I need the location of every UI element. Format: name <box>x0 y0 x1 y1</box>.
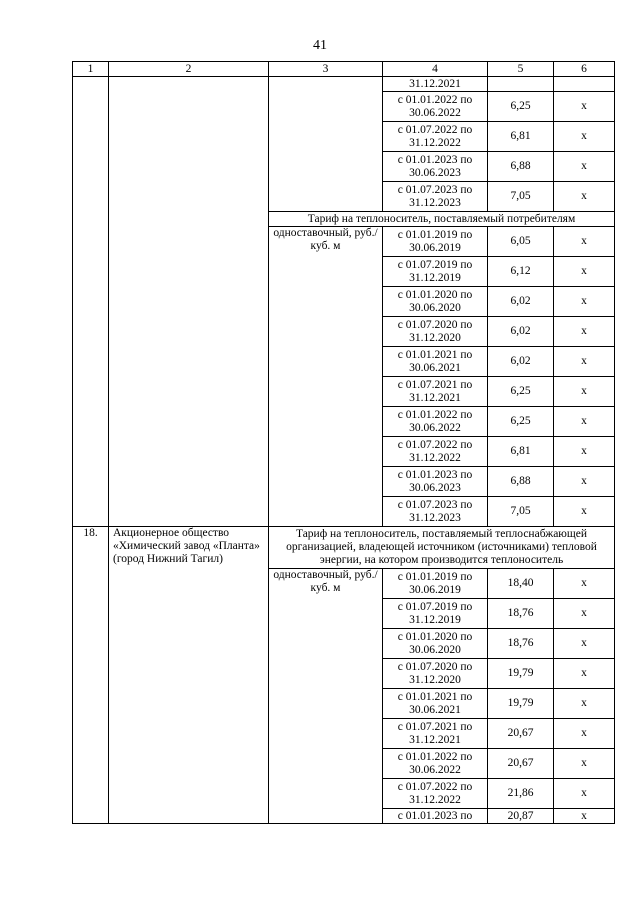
value-cell: 20,67 <box>488 749 554 779</box>
value-cell: 18,40 <box>488 569 554 599</box>
column-header: 3 <box>269 62 383 77</box>
period-cell: с 01.07.2019 по 31.12.2019 <box>383 599 488 629</box>
period-cell: с 01.07.2021 по 31.12.2021 <box>383 719 488 749</box>
value-cell: 6,25 <box>488 377 554 407</box>
period-cell: с 01.07.2022 по 31.12.2022 <box>383 779 488 809</box>
value-cell: 19,79 <box>488 689 554 719</box>
extra-cell: х <box>554 659 615 689</box>
extra-cell: х <box>554 599 615 629</box>
value-cell: 6,02 <box>488 287 554 317</box>
page-number: 41 <box>313 38 327 53</box>
period-cell: с 01.01.2020 по 30.06.2020 <box>383 287 488 317</box>
period-cell: с 01.01.2021 по 30.06.2021 <box>383 347 488 377</box>
period-cell: с 01.01.2019 по 30.06.2019 <box>383 569 488 599</box>
rate-type-cell: одноставочный, руб./куб. м <box>269 569 383 824</box>
extra-cell: х <box>554 122 615 152</box>
rate-type-cell: одноставочный, руб./куб. м <box>269 227 383 527</box>
extra-cell: х <box>554 497 615 527</box>
value-cell: 20,67 <box>488 719 554 749</box>
period-cell: с 01.01.2023 по 30.06.2023 <box>383 152 488 182</box>
extra-cell: х <box>554 347 615 377</box>
period-cell: с 01.07.2022 по 31.12.2022 <box>383 122 488 152</box>
value-cell: 19,79 <box>488 659 554 689</box>
column-header: 2 <box>109 62 269 77</box>
period-cell: с 01.07.2021 по 31.12.2021 <box>383 377 488 407</box>
value-cell: 18,76 <box>488 599 554 629</box>
tariff-heading: Тариф на теплоноситель, поставляемый теплоснабжающей организацией, владеющей источником (источниками) тепловой энергии, на котором производится теплоноситель <box>269 527 615 569</box>
extra-cell: х <box>554 407 615 437</box>
rate-type-cell <box>269 77 383 212</box>
column-header: 1 <box>73 62 109 77</box>
extra-cell: х <box>554 749 615 779</box>
organization-cell <box>109 77 269 527</box>
extra-cell: х <box>554 92 615 122</box>
period-cell: с 01.01.2022 по 30.06.2022 <box>383 749 488 779</box>
row-number-cell <box>73 77 109 527</box>
period-cell: с 01.07.2019 по 31.12.2019 <box>383 257 488 287</box>
extra-cell: х <box>554 377 615 407</box>
table-row <box>73 527 615 569</box>
extra-cell: х <box>554 257 615 287</box>
period-cell: с 01.07.2020 по 31.12.2020 <box>383 659 488 689</box>
extra-cell <box>554 77 615 92</box>
period-cell: с 01.07.2020 по 31.12.2020 <box>383 317 488 347</box>
value-cell: 7,05 <box>488 497 554 527</box>
extra-cell: х <box>554 227 615 257</box>
column-header: 6 <box>554 62 615 77</box>
value-cell: 6,81 <box>488 437 554 467</box>
value-cell: 6,02 <box>488 347 554 377</box>
extra-cell: х <box>554 719 615 749</box>
value-cell: 6,25 <box>488 92 554 122</box>
column-header: 4 <box>383 62 488 77</box>
period-cell: с 01.01.2022 по 30.06.2022 <box>383 407 488 437</box>
extra-cell: х <box>554 629 615 659</box>
tariff-heading: Тариф на теплоноситель, поставляемый потребителям <box>269 212 615 227</box>
extra-cell: х <box>554 809 615 824</box>
value-cell <box>488 77 554 92</box>
column-header-row <box>73 62 615 77</box>
value-cell: 6,02 <box>488 317 554 347</box>
value-cell: 6,25 <box>488 407 554 437</box>
period-cell: с 01.07.2022 по 31.12.2022 <box>383 437 488 467</box>
period-cell: с 01.01.2020 по 30.06.2020 <box>383 629 488 659</box>
period-cell: с 01.07.2023 по 31.12.2023 <box>383 497 488 527</box>
organization-cell: Акционерное общество «Химический завод «Планта» (город Нижний Тагил) <box>109 527 269 824</box>
tariff-table <box>72 61 615 824</box>
extra-cell: х <box>554 569 615 599</box>
extra-cell: х <box>554 467 615 497</box>
value-cell: 21,86 <box>488 779 554 809</box>
table-row <box>73 77 615 92</box>
extra-cell: х <box>554 437 615 467</box>
value-cell: 6,81 <box>488 122 554 152</box>
period-cell: с 01.01.2019 по 30.06.2019 <box>383 227 488 257</box>
period-cell: с 01.01.2023 по 30.06.2023 <box>383 467 488 497</box>
extra-cell: х <box>554 317 615 347</box>
value-cell: 6,88 <box>488 152 554 182</box>
value-cell: 6,88 <box>488 467 554 497</box>
period-cell: с 01.01.2023 по <box>383 809 488 824</box>
extra-cell: х <box>554 287 615 317</box>
extra-cell: х <box>554 152 615 182</box>
period-cell: с 01.01.2022 по 30.06.2022 <box>383 92 488 122</box>
period-cell: 31.12.2021 <box>383 77 488 92</box>
value-cell: 7,05 <box>488 182 554 212</box>
extra-cell: х <box>554 779 615 809</box>
column-header: 5 <box>488 62 554 77</box>
value-cell: 18,76 <box>488 629 554 659</box>
row-number-cell: 18. <box>73 527 109 824</box>
extra-cell: х <box>554 182 615 212</box>
value-cell: 20,87 <box>488 809 554 824</box>
value-cell: 6,05 <box>488 227 554 257</box>
period-cell: с 01.01.2021 по 30.06.2021 <box>383 689 488 719</box>
value-cell: 6,12 <box>488 257 554 287</box>
extra-cell: х <box>554 689 615 719</box>
period-cell: с 01.07.2023 по 31.12.2023 <box>383 182 488 212</box>
